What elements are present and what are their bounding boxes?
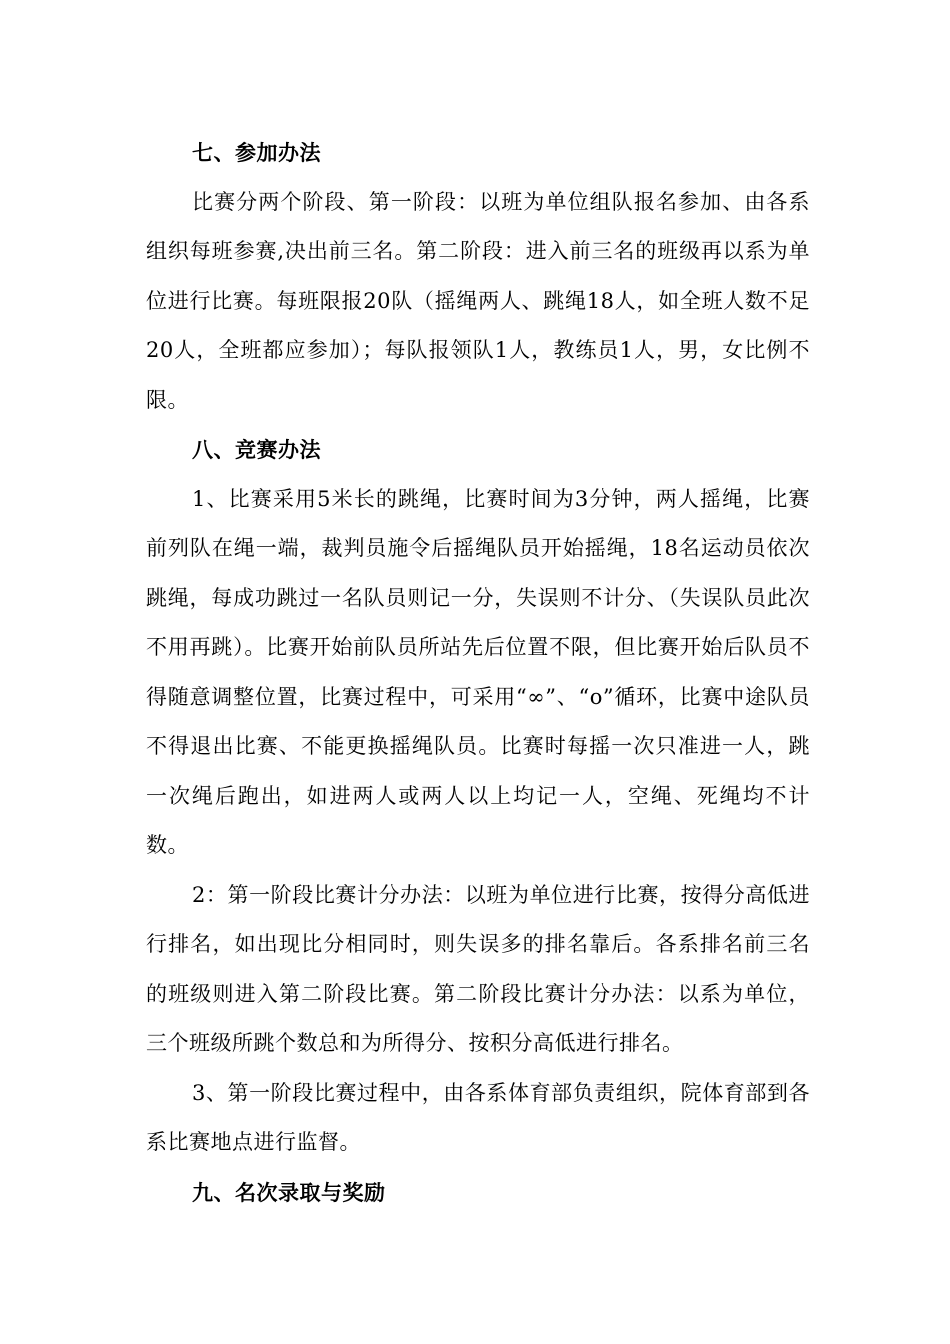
competition-rule-2-paragraph: 2：第一阶段比赛计分办法：以班为单位进行比赛，按得分高低进行排名，如出现比分相同时，则失误多的排名靠后。各系排名前三名的班级则进入第二阶段比赛。第二阶段比赛计分办法：以系为单位，三个班级所跳个数总和为所得分、按积分高低进行排名。	[146, 882, 810, 1055]
competition-rule-3-paragraph: 3、第一阶段比赛过程中，由各系体育部负责组织，院体育部到各系比赛地点进行监督。	[146, 1080, 810, 1154]
section-heading-competition-rules: 八、竞赛办法	[192, 437, 321, 462]
participation-paragraph: 比赛分两个阶段、第一阶段：以班为单位组队报名参加、由各系组织每班参赛,决出前三名。第二阶段：进入前三名的班级再以系为单位进行比赛。每班限报20队（摇绳两人、跳绳18人，如全班人数不足20人，全班都应参加）；每队报领队1人，教练员1人，男，女比例不限。	[146, 189, 810, 412]
section-heading-ranking-awards: 九、名次录取与奖励	[192, 1179, 386, 1205]
document-body	[146, 128, 810, 1217]
competition-rule-1-paragraph: 1、比赛采用5米长的跳绳，比赛时间为3分钟，两人摇绳，比赛前列队在绳一端，裁判员施令后摇绳队员开始摇绳，18名运动员依次跳绳，每成功跳过一名队员则记一分，失误则不计分、（失误队员此次不用再跳）。比赛开始前队员所站先后位置不限，但比赛开始后队员不得随意调整位置，比赛过程中，可采用“∞”、“o”循环，比赛中途队员不得退出比赛、不能更换摇绳队员。比赛时每摇一次只准进一人，跳一次绳后跑出，如进两人或两人以上均记一人，空绳、死绳均不计数。	[146, 486, 810, 857]
section-heading-participation: 七、参加办法	[192, 140, 321, 165]
